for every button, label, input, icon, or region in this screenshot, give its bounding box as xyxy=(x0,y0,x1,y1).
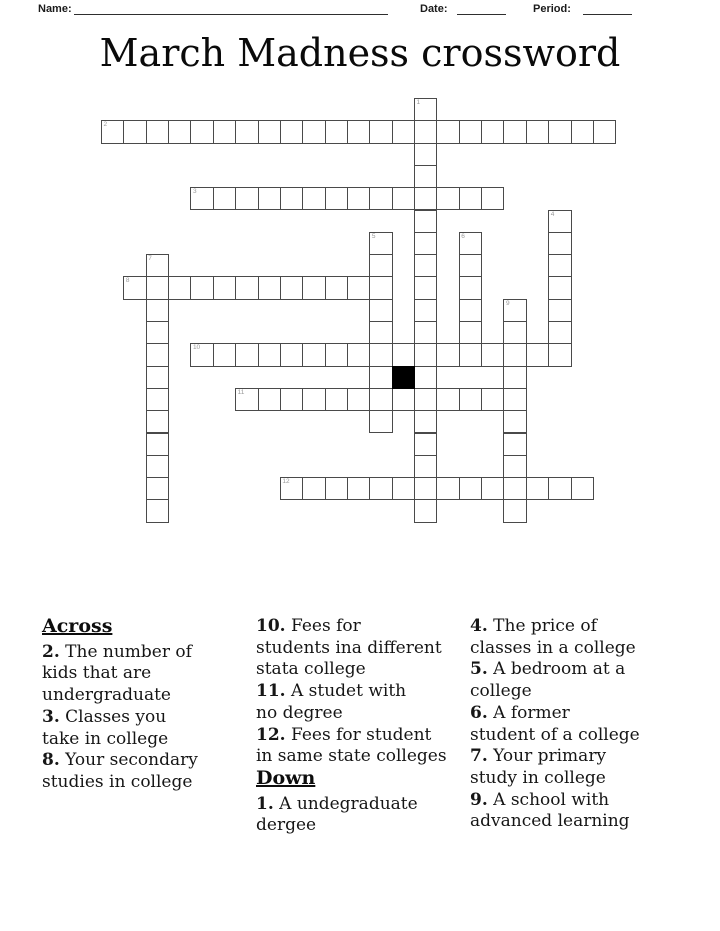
grid-cell[interactable] xyxy=(548,343,571,366)
grid-cell[interactable] xyxy=(146,433,169,456)
grid-cell[interactable] xyxy=(503,120,526,143)
clue-item: 4. The price of classes in a college xyxy=(470,616,636,658)
grid-cell[interactable] xyxy=(548,299,571,322)
grid-cell[interactable] xyxy=(414,366,437,389)
grid-cell[interactable] xyxy=(459,276,482,299)
clue-number: 8. xyxy=(42,750,60,771)
grid-cell[interactable] xyxy=(503,321,526,344)
grid-cell[interactable] xyxy=(146,254,169,277)
clue-number: 9. xyxy=(470,789,488,810)
cell-number: 10 xyxy=(192,344,201,352)
grid-cell[interactable] xyxy=(258,343,281,366)
grid-cell[interactable] xyxy=(146,299,169,322)
clue-number: 7. xyxy=(470,746,488,767)
grid-cell[interactable] xyxy=(481,187,504,210)
grid-cell[interactable] xyxy=(503,455,526,478)
grid-cell[interactable] xyxy=(190,343,213,366)
cell-number: 12 xyxy=(282,478,290,486)
grid-cell[interactable] xyxy=(414,343,437,366)
black-cell xyxy=(392,366,415,389)
grid-cell[interactable] xyxy=(392,477,415,500)
grid-cell[interactable] xyxy=(369,343,392,366)
grid-cell[interactable] xyxy=(146,477,169,500)
clue-item: 2. The number of kids that are undergraduate xyxy=(42,641,192,706)
grid-cell[interactable] xyxy=(414,299,437,322)
grid-cell[interactable] xyxy=(325,276,348,299)
grid-cell[interactable] xyxy=(414,98,437,121)
clue-item: 10. Fees for students ina different stata college xyxy=(256,616,442,680)
grid-cell[interactable] xyxy=(414,410,437,433)
grid-cell[interactable] xyxy=(123,276,146,299)
grid-cell[interactable] xyxy=(481,477,504,500)
grid-cell[interactable] xyxy=(548,120,571,143)
grid-cell[interactable] xyxy=(414,165,437,188)
grid-cell[interactable] xyxy=(414,321,437,344)
grid-cell[interactable] xyxy=(146,388,169,411)
grid-cell[interactable] xyxy=(347,343,370,366)
clue-list-heading: Down xyxy=(256,766,316,789)
grid-cell[interactable] xyxy=(369,366,392,389)
grid-cell[interactable] xyxy=(436,187,459,210)
grid-cell[interactable] xyxy=(414,254,437,277)
grid-cell[interactable] xyxy=(571,120,594,143)
grid-cell[interactable] xyxy=(347,120,370,143)
name-label: Name: xyxy=(38,3,72,15)
grid-cell[interactable] xyxy=(302,276,325,299)
grid-cell[interactable] xyxy=(146,321,169,344)
clue-item: 8. Your secondary studies in college xyxy=(42,750,198,792)
grid-cell[interactable] xyxy=(414,232,437,255)
grid-cell[interactable] xyxy=(459,120,482,143)
grid-cell[interactable] xyxy=(190,187,213,210)
grid-cell[interactable] xyxy=(414,477,437,500)
grid-cell[interactable] xyxy=(369,321,392,344)
grid-cell[interactable] xyxy=(347,388,370,411)
grid-cell[interactable] xyxy=(503,343,526,366)
clue-number: 1. xyxy=(256,793,274,814)
grid-cell[interactable] xyxy=(414,276,437,299)
clue-number: 3. xyxy=(42,706,60,727)
cell-number: 7 xyxy=(148,255,152,263)
grid-cell[interactable] xyxy=(302,477,325,500)
grid-cell[interactable] xyxy=(325,477,348,500)
name-line xyxy=(74,12,388,15)
grid-cell[interactable] xyxy=(414,143,437,166)
grid-cell[interactable] xyxy=(459,299,482,322)
grid-cell[interactable] xyxy=(235,388,258,411)
clue-item: 1. A undegraduate dergee xyxy=(256,793,418,836)
clue-item: 11. A studet with no degree xyxy=(256,681,407,723)
clue-item: 12. Fees for student in same state colleges xyxy=(256,724,447,767)
grid-cell[interactable] xyxy=(392,343,415,366)
clue-number: 2. xyxy=(42,641,60,662)
grid-cell[interactable] xyxy=(548,276,571,299)
grid-cell[interactable] xyxy=(325,388,348,411)
grid-cell[interactable] xyxy=(369,410,392,433)
grid-cell[interactable] xyxy=(280,343,303,366)
cell-number: 3 xyxy=(192,188,197,196)
grid-cell[interactable] xyxy=(503,499,526,522)
grid-cell[interactable] xyxy=(258,187,281,210)
grid-cell[interactable] xyxy=(526,120,549,143)
grid-cell[interactable] xyxy=(369,232,392,255)
grid-cell[interactable] xyxy=(369,276,392,299)
date-line xyxy=(457,12,506,15)
grid-cell[interactable] xyxy=(369,299,392,322)
grid-cell[interactable] xyxy=(593,120,616,143)
grid-cell[interactable] xyxy=(280,187,303,210)
grid-cell[interactable] xyxy=(369,120,392,143)
grid-cell[interactable] xyxy=(146,455,169,478)
grid-cell[interactable] xyxy=(503,433,526,456)
grid-cell[interactable] xyxy=(280,276,303,299)
grid-cell[interactable] xyxy=(392,187,415,210)
grid-cell[interactable] xyxy=(369,477,392,500)
grid-cell[interactable] xyxy=(526,343,549,366)
grid-cell[interactable] xyxy=(369,388,392,411)
cell-number: 2 xyxy=(103,121,108,129)
grid-cell[interactable] xyxy=(168,120,191,143)
grid-cell[interactable] xyxy=(481,343,504,366)
grid-cell[interactable] xyxy=(280,388,303,411)
grid-cell[interactable] xyxy=(459,254,482,277)
grid-cell[interactable] xyxy=(414,455,437,478)
cell-number: 6 xyxy=(461,232,465,240)
grid-cell[interactable] xyxy=(101,120,124,143)
grid-cell[interactable] xyxy=(302,343,325,366)
grid-cell[interactable] xyxy=(146,276,169,299)
grid-cell[interactable] xyxy=(369,254,392,277)
grid-cell[interactable] xyxy=(459,477,482,500)
cell-number: 8 xyxy=(125,277,130,285)
cell-number: 9 xyxy=(505,299,510,307)
grid-cell[interactable] xyxy=(347,276,370,299)
grid-cell[interactable] xyxy=(503,410,526,433)
grid-cell[interactable] xyxy=(503,477,526,500)
grid-cell[interactable] xyxy=(258,388,281,411)
grid-cell[interactable] xyxy=(392,120,415,143)
grid-cell[interactable] xyxy=(571,477,594,500)
clue-number: 10. xyxy=(256,616,286,636)
grid-cell[interactable] xyxy=(436,120,459,143)
grid-cell[interactable] xyxy=(459,321,482,344)
grid-cell[interactable] xyxy=(481,120,504,143)
grid-cell[interactable] xyxy=(302,388,325,411)
date-label: Date: xyxy=(420,3,448,15)
clue-number: 4. xyxy=(470,616,488,636)
grid-cell[interactable] xyxy=(325,343,348,366)
grid-cell[interactable] xyxy=(258,276,281,299)
grid-cell[interactable] xyxy=(369,187,392,210)
grid-cell[interactable] xyxy=(258,120,281,143)
grid-cell[interactable] xyxy=(481,388,504,411)
clue-column-2 xyxy=(256,616,447,837)
grid-cell[interactable] xyxy=(235,120,258,143)
grid-cell[interactable] xyxy=(280,120,303,143)
grid-cell[interactable] xyxy=(436,477,459,500)
grid-cell[interactable] xyxy=(414,120,437,143)
grid-cell[interactable] xyxy=(213,276,236,299)
grid-cell[interactable] xyxy=(146,120,169,143)
clue-item: 3. Classes you take in college xyxy=(42,706,169,749)
grid-cell[interactable] xyxy=(190,120,213,143)
grid-cell[interactable] xyxy=(414,210,437,233)
grid-cell[interactable] xyxy=(213,187,236,210)
grid-cell[interactable] xyxy=(302,120,325,143)
period-line xyxy=(583,12,632,15)
grid-cell[interactable] xyxy=(503,366,526,389)
grid-cell[interactable] xyxy=(190,276,213,299)
grid-cell[interactable] xyxy=(548,210,571,233)
grid-cell[interactable] xyxy=(146,410,169,433)
grid-cell[interactable] xyxy=(436,343,459,366)
clue-number: 11. xyxy=(256,681,286,702)
grid-cell[interactable] xyxy=(347,477,370,500)
grid-cell[interactable] xyxy=(414,187,437,210)
clue-number: 5. xyxy=(470,659,488,680)
clue-item: 7. Your primary study in college xyxy=(470,746,607,788)
grid-cell[interactable] xyxy=(146,366,169,389)
grid-cell[interactable] xyxy=(325,187,348,210)
clue-number: 6. xyxy=(470,702,488,723)
clue-number: 12. xyxy=(256,724,286,745)
grid-cell[interactable] xyxy=(235,343,258,366)
cell-number: 1 xyxy=(416,99,421,106)
grid-cell[interactable] xyxy=(548,477,571,500)
grid-cell[interactable] xyxy=(235,276,258,299)
grid-cell[interactable] xyxy=(213,343,236,366)
grid-cell[interactable] xyxy=(213,120,236,143)
grid-cell[interactable] xyxy=(392,388,415,411)
clue-item: 6. A former student of a college xyxy=(470,702,640,745)
grid-cell[interactable] xyxy=(146,343,169,366)
page-title: March Madness crossword xyxy=(99,31,621,75)
grid-cell[interactable] xyxy=(459,232,482,255)
grid-cell[interactable] xyxy=(414,499,437,522)
cell-number: 11 xyxy=(237,388,245,396)
clue-list-heading: Across xyxy=(42,615,113,637)
grid-cell[interactable] xyxy=(325,120,348,143)
grid-cell[interactable] xyxy=(459,343,482,366)
grid-cell[interactable] xyxy=(146,499,169,522)
grid-cell[interactable] xyxy=(414,388,437,411)
clue-column-1 xyxy=(42,616,198,794)
grid-cell[interactable] xyxy=(526,477,549,500)
grid-cell[interactable] xyxy=(503,388,526,411)
grid-cell[interactable] xyxy=(459,388,482,411)
cell-number: 5 xyxy=(371,232,376,240)
grid-cell[interactable] xyxy=(123,120,146,143)
grid-cell[interactable] xyxy=(280,477,303,500)
grid-cell[interactable] xyxy=(548,232,571,255)
cell-number: 4 xyxy=(550,210,555,218)
grid-cell[interactable] xyxy=(459,187,482,210)
clue-column-3 xyxy=(470,616,640,833)
grid-cell[interactable] xyxy=(347,187,370,210)
grid-cell[interactable] xyxy=(414,433,437,456)
clue-item: 9. A school with advanced learning xyxy=(470,789,630,832)
period-label: Period: xyxy=(533,3,571,15)
grid-cell[interactable] xyxy=(548,254,571,277)
grid-cell[interactable] xyxy=(302,187,325,210)
grid-cell[interactable] xyxy=(548,321,571,344)
grid-cell[interactable] xyxy=(235,187,258,210)
grid-cell[interactable] xyxy=(436,388,459,411)
clue-item: 5. A bedroom at a college xyxy=(470,659,626,702)
grid-cell[interactable] xyxy=(503,299,526,322)
grid-cell[interactable] xyxy=(168,276,191,299)
